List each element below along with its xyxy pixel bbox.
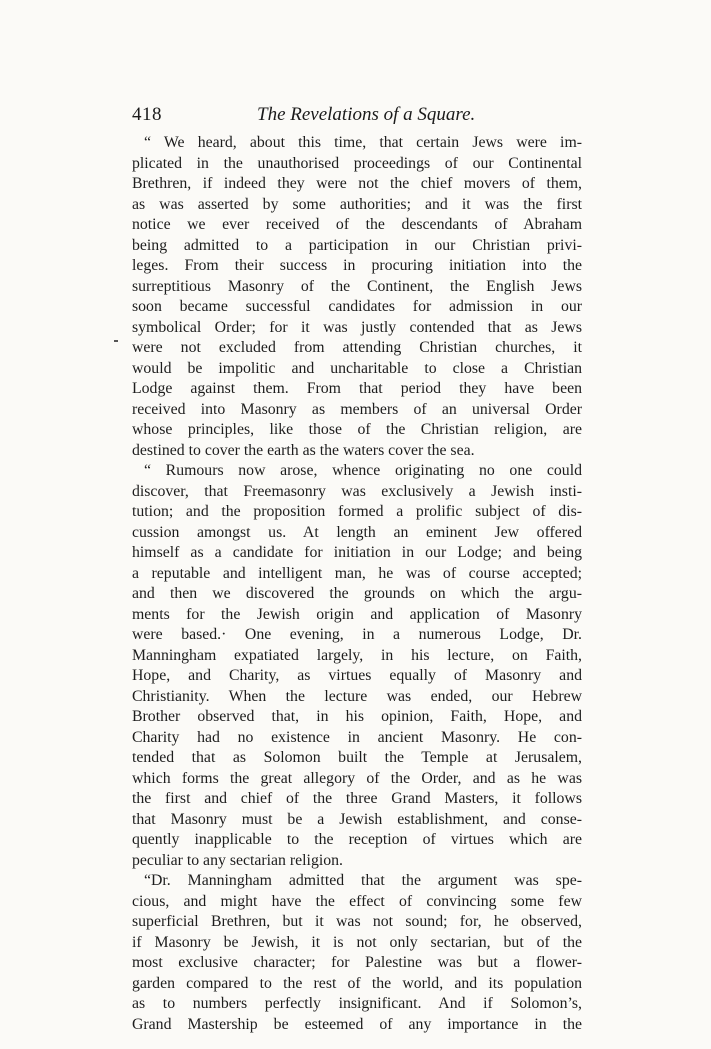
text-line: “Dr. Manningham admitted that the argument was spe- xyxy=(144,872,582,889)
text-line: Lodge against them. From that period they have been xyxy=(132,380,582,397)
text-line: being admitted to a participation in our Christian privi- xyxy=(132,236,582,254)
text-line: if Masonry be Jewish, it is not only sectarian, but of the xyxy=(132,933,582,951)
text-line: quently inapplicable to the reception of virtues which are xyxy=(132,831,582,848)
text-line: would be impolitic and uncharitable to close a Christian xyxy=(132,359,582,377)
text-line: Brethren, if indeed they were not the chief movers of them, xyxy=(132,175,582,192)
text-line: most exclusive character; for Palestine was but a flower- xyxy=(132,954,582,971)
text-line: the first and chief of the three Grand Masters, it follows xyxy=(132,790,582,807)
text-line: received into Masonry as members of an universal Order xyxy=(132,400,582,418)
text-line: destined to cover the earth as the waters cover the sea. xyxy=(132,441,475,459)
text-line: “ Rumours now arose, whence originating no one could xyxy=(144,462,582,479)
text-line: surreptitious Masonry of the Continent, the English Jews xyxy=(132,277,582,295)
text-line: were not excluded from attending Christian churches, it xyxy=(132,339,582,356)
body-text xyxy=(132,133,582,1035)
text-line: Manningham expatiated largely, in his lecture, on Faith, xyxy=(132,646,582,664)
text-line: himself as a candidate for initiation in our Lodge; and being xyxy=(132,544,582,561)
text-line: peculiar to any sectarian religion. xyxy=(132,851,343,869)
text-line: symbolical Order; for it was justly contended that as Jews xyxy=(132,318,582,336)
text-line: ments for the Jewish origin and application of Masonry xyxy=(132,605,582,623)
text-line: soon became successful candidates for admission in our xyxy=(132,298,582,315)
text-line: plicated in the unauthorised proceedings of our Continental xyxy=(132,154,582,172)
text-line: cussion amongst us. At length an eminent Jew offered xyxy=(132,523,582,541)
text-line: garden compared to the rest of the world, and its population xyxy=(132,974,582,992)
text-line: a reputable and intelligent man, he was of course accepted; xyxy=(132,564,582,582)
text-line: which forms the great allegory of the Order, and as he was xyxy=(132,769,582,787)
text-line: discover, that Freemasonry was exclusively a Jewish insti- xyxy=(132,482,582,500)
text-line: superficial Brethren, but it was not sound; for, he observed, xyxy=(132,913,582,930)
margin-mark xyxy=(114,340,118,342)
text-line: Hope, and Charity, as virtues equally of Masonry and xyxy=(132,667,582,684)
text-line: tution; and the proposition formed a prolific subject of dis- xyxy=(132,503,582,520)
text-line: Christianity. When the lecture was ended, our Hebrew xyxy=(132,687,582,705)
text-line: were based.· One evening, in a numerous Lodge, Dr. xyxy=(132,626,582,643)
text-line: whose principles, like those of the Christian religion, are xyxy=(132,421,582,438)
text-line: “ We heard, about this time, that certain Jews were im- xyxy=(144,134,582,151)
text-line: Brother observed that, in his opinion, Faith, Hope, and xyxy=(132,708,582,725)
text-line: cious, and might have the effect of convincing some few xyxy=(132,892,582,910)
running-title: The Revelations of a Square. xyxy=(257,104,476,125)
text-line: Grand Mastership be esteemed of any importance in the xyxy=(132,1015,582,1033)
text-line: that Masonry must be a Jewish establishment, and conse- xyxy=(132,810,582,828)
page-number: 418 xyxy=(132,104,162,125)
text-line: as was asserted by some authorities; and it was the first xyxy=(132,195,582,213)
text-line: notice we ever received of the descendants of Abraham xyxy=(132,216,582,233)
text-line: leges. From their success in procuring initiation into the xyxy=(132,257,582,274)
text-line: tended that as Solomon built the Temple at Jerusalem, xyxy=(132,749,582,766)
page-header xyxy=(132,104,582,130)
text-line: Charity had no existence in ancient Masonry. He con- xyxy=(132,728,582,746)
text-line: as to numbers perfectly insignificant. And if Solomon’s, xyxy=(132,995,582,1012)
text-line: and then we discovered the grounds on which the argu- xyxy=(132,585,582,602)
